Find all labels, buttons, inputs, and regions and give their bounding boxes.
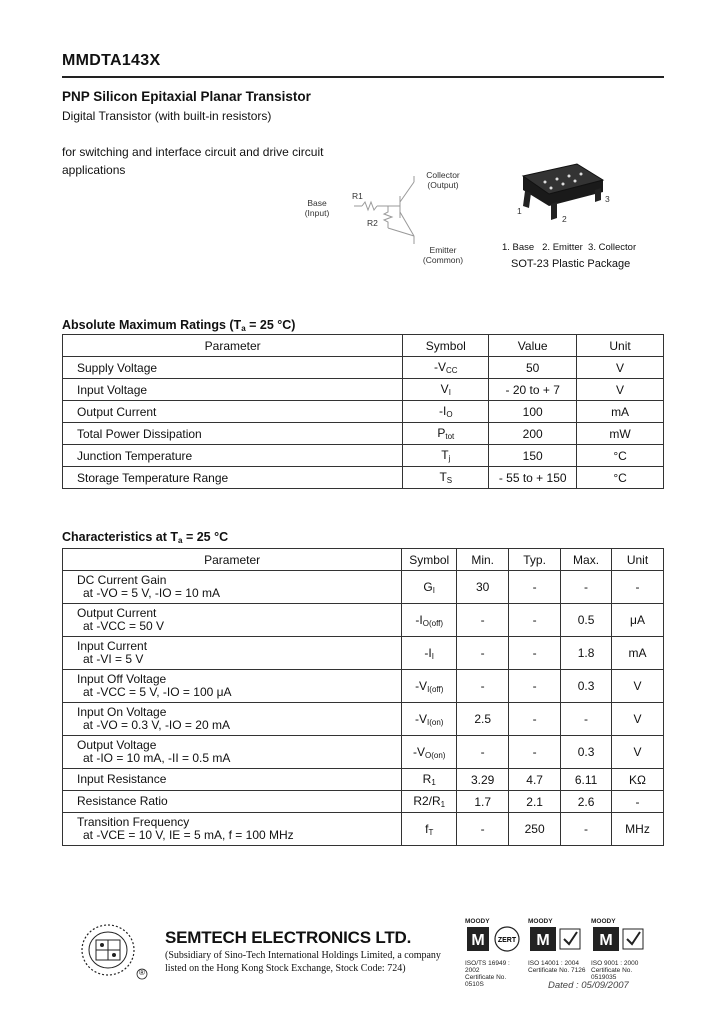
symbol-cell [402, 791, 457, 813]
header-cell: Symbol [402, 549, 457, 571]
cert2-caption: ISO 14001 : 2004 [528, 960, 579, 967]
unit-cell: °C [577, 467, 664, 489]
value-cell: - 55 to + 150 [489, 467, 577, 489]
parameter-name: Input Off Voltage [77, 672, 167, 686]
unit-cell: - [612, 571, 664, 604]
min-cell: - [457, 670, 509, 703]
test-condition: at -VO = 0.3 V, -IO = 20 mA [83, 718, 230, 732]
typ-cell: 4.7 [509, 769, 561, 791]
value-cell: 200 [489, 423, 577, 445]
abs-max-header-row [63, 335, 664, 357]
symbol-cell [403, 401, 489, 423]
symbol-cell [403, 467, 489, 489]
table-row [63, 604, 664, 637]
symbol-cell [402, 769, 457, 791]
symbol-text: G [423, 579, 433, 594]
unit-cell: mA [577, 401, 664, 423]
test-condition: at -VCC = 50 V [83, 619, 165, 633]
test-condition: at -VI = 5 V [83, 652, 144, 666]
symbol-cell [402, 670, 457, 703]
symbol-text: -V [414, 711, 427, 726]
table-row [63, 401, 664, 423]
table-row [63, 357, 664, 379]
max-cell: - [561, 813, 612, 846]
chars-header-row [63, 549, 664, 571]
company-name: SEMTECH ELECTRONICS LTD. [165, 928, 412, 947]
header-cell: Parameter [63, 335, 403, 357]
value-cell: 150 [489, 445, 577, 467]
symbol-text: -V [415, 678, 428, 693]
svg-text:ZERT: ZERT [497, 937, 517, 944]
symbol-subscript: 1 [440, 800, 446, 809]
emitter-label: Emitter [429, 245, 457, 255]
header-cell: Value [489, 335, 577, 357]
collector-note: (Output) [427, 180, 459, 190]
table-row [63, 445, 664, 467]
test-condition: at -VCE = 10 V, IE = 5 mA, f = 100 MHz [83, 828, 294, 842]
max-cell: 1.8 [561, 637, 612, 670]
application-line-1: for switching and interface circuit and drive circuit [62, 145, 324, 159]
type-line: Digital Transistor (with built-in resistors) [62, 109, 272, 123]
max-cell: - [561, 703, 612, 736]
abs-max-table [62, 334, 664, 489]
abs-max-title: Absolute Maximum Ratings ($T_a = 25$ °C) [62, 318, 296, 333]
typ-cell: - [509, 736, 561, 769]
symbol-text: f [425, 821, 429, 836]
value-cell: 100 [489, 401, 577, 423]
parameter-name: Resistance Ratio [77, 794, 168, 808]
r2-label: R2 [367, 218, 378, 228]
parameter-name: Output Voltage [77, 738, 157, 752]
typ-cell: 2.1 [509, 791, 561, 813]
symbol-cell [402, 813, 457, 846]
unit-cell: V [612, 670, 664, 703]
symbol-subscript: S [446, 476, 453, 485]
test-condition: at -VO = 5 V, -IO = 10 mA [83, 586, 220, 600]
emitter-note: (Common) [422, 255, 464, 265]
unit-cell: mA [612, 637, 664, 670]
parameter-cell [63, 736, 402, 769]
parameter-name: Input On Voltage [77, 705, 167, 719]
parameter-cell: Supply Voltage [63, 357, 403, 379]
value-cell: - 20 to + 7 [489, 379, 577, 401]
base-note: (Input) [304, 208, 330, 218]
parameter-name: Input Resistance [77, 772, 167, 786]
parameter-cell [63, 637, 402, 670]
table-row [63, 736, 664, 769]
header-cell: Symbol [403, 335, 489, 357]
min-cell: 3.29 [457, 769, 509, 791]
parameter-cell [63, 769, 402, 791]
product-subtitle: PNP Silicon Epitaxial Planar Transistor [62, 89, 311, 104]
dated-label: Dated : 05/09/2007 [548, 980, 629, 991]
circuit-diagram [300, 168, 470, 268]
unit-cell: °C [577, 445, 664, 467]
cert1-number: Certificate No. 0510S [465, 974, 507, 988]
package-name: SOT-23 Plastic Package [511, 258, 631, 270]
symbol-text: -I [415, 612, 423, 627]
moody-cert-badge-icon [528, 925, 588, 955]
symbol-subscript: O [446, 410, 453, 419]
moody-label: MOODY [591, 918, 616, 925]
company-listing-line: listed on the Hong Kong Stock Exchange, Stock Code: 724) [165, 963, 406, 974]
package-drawing [505, 158, 617, 226]
symbol-subscript: T [428, 827, 434, 837]
table-row [63, 769, 664, 791]
moody-cert-badge-icon [591, 925, 653, 955]
table-row [63, 670, 664, 703]
header-cell: Min. [457, 549, 509, 571]
table-row [63, 813, 664, 846]
moody-label: MOODY [465, 918, 490, 925]
registered-mark: ® [139, 968, 145, 977]
certificate-ts16949 [465, 918, 525, 988]
characteristics-title: Characteristics at $T_a = 25$ °C [62, 530, 229, 545]
typ-cell: - [509, 703, 561, 736]
collector-label: Collector [426, 170, 460, 180]
min-cell: 2.5 [457, 703, 509, 736]
header-cell: Parameter [63, 549, 402, 571]
symbol-text: -I [439, 404, 447, 418]
table-row [63, 379, 664, 401]
symbol-text: -V [434, 360, 447, 374]
parameter-cell [63, 813, 402, 846]
typ-cell: - [509, 637, 561, 670]
parameter-cell [63, 571, 402, 604]
unit-cell: V [612, 736, 664, 769]
min-cell: - [457, 604, 509, 637]
symbol-cell [403, 445, 489, 467]
typ-cell: - [509, 571, 561, 604]
unit-cell: μA [612, 604, 664, 637]
part-number: MMDTA143X [62, 52, 161, 69]
symbol-subscript: O(off) [422, 618, 444, 628]
min-cell: 30 [457, 571, 509, 604]
symbol-text: -I [424, 645, 432, 660]
table-row [63, 791, 664, 813]
symbol-text: R2/R [413, 794, 441, 808]
max-cell: - [561, 571, 612, 604]
parameter-cell: Input Voltage [63, 379, 403, 401]
parameter-name: Output Current [77, 606, 157, 620]
min-cell: 1.7 [457, 791, 509, 813]
parameter-cell: Total Power Dissipation [63, 423, 403, 445]
unit-cell: - [612, 791, 664, 813]
table-row [63, 703, 664, 736]
parameter-name: Transition Frequency [77, 815, 190, 829]
cert3-number: Certificate No. 0519035 [591, 967, 633, 981]
cert2-number: Certificate No. 7126 [528, 967, 586, 974]
parameter-name: DC Current Gain [77, 573, 167, 587]
test-condition: at -VCC = 5 V, -IO = 100 μA [83, 685, 232, 699]
max-cell: 6.11 [561, 769, 612, 791]
min-cell: - [457, 736, 509, 769]
max-cell: 0.5 [561, 604, 612, 637]
header-cell: Unit [612, 549, 664, 571]
parameter-cell: Output Current [63, 401, 403, 423]
min-cell: - [457, 813, 509, 846]
typ-cell: 250 [509, 813, 561, 846]
value-cell: 50 [489, 357, 577, 379]
unit-cell: mW [577, 423, 664, 445]
typ-cell: - [509, 670, 561, 703]
svg-text:M: M [471, 932, 485, 949]
min-cell: - [457, 637, 509, 670]
symbol-text: P [437, 426, 446, 440]
symbol-subscript: CC [446, 366, 458, 375]
certificate-iso14001 [528, 918, 588, 974]
symbol-text: T [441, 448, 449, 462]
header-cell: Unit [577, 335, 664, 357]
symbol-cell [403, 423, 489, 445]
symbol-cell [402, 604, 457, 637]
symbol-subscript: j [448, 454, 451, 463]
semtech-logo [76, 920, 150, 982]
base-label: Base [307, 198, 327, 208]
max-cell: 0.3 [561, 736, 612, 769]
typ-cell: - [509, 604, 561, 637]
svg-text:M: M [536, 932, 550, 949]
pin1-label: 1 [517, 206, 522, 216]
symbol-subscript: I(off) [427, 684, 444, 694]
pin3-label: 3 [605, 194, 610, 204]
package-pin-list: 1. Base 2. Emitter 3. Collector [502, 242, 637, 253]
symbol-subscript: 1 [431, 778, 436, 787]
symbol-subscript: I [431, 651, 434, 661]
unit-cell: V [577, 357, 664, 379]
parameter-cell: Storage Temperature Range [63, 467, 403, 489]
symbol-subscript: I(on) [426, 717, 444, 727]
parameter-cell [63, 703, 402, 736]
parameter-cell [63, 791, 402, 813]
unit-cell: KΩ [612, 769, 664, 791]
symbol-subscript: tot [445, 432, 455, 441]
parameter-cell [63, 604, 402, 637]
characteristics-table [62, 548, 664, 846]
symbol-text: T [439, 470, 447, 484]
header-cell: Typ. [509, 549, 561, 571]
moody-cert-badge-icon [465, 925, 525, 955]
symbol-cell [402, 571, 457, 604]
pin2-label: 2 [562, 214, 567, 224]
symbol-text: V [440, 382, 449, 396]
unit-cell: V [577, 379, 664, 401]
symbol-text: R [422, 772, 432, 786]
table-row [63, 637, 664, 670]
symbol-subscript: I [432, 585, 435, 595]
table-row [63, 571, 664, 604]
symbol-cell [402, 703, 457, 736]
svg-text:M: M [599, 932, 613, 949]
parameter-name: Input Current [77, 639, 148, 653]
unit-cell: MHz [612, 813, 664, 846]
symbol-cell [402, 736, 457, 769]
application-line-2: applications [62, 163, 126, 177]
table-row [63, 467, 664, 489]
symbol-cell [403, 357, 489, 379]
certificate-iso9001 [591, 918, 653, 981]
symbol-cell [403, 379, 489, 401]
parameter-cell [63, 670, 402, 703]
max-cell: 0.3 [561, 670, 612, 703]
table-row [63, 423, 664, 445]
moody-label: MOODY [528, 918, 553, 925]
company-subsidiary-line: (Subsidiary of Sino-Tech International Holdings Limited, a company [165, 950, 441, 961]
r1-label: R1 [352, 191, 363, 201]
test-condition: at -IO = 10 mA, -II = 0.5 mA [83, 751, 231, 765]
header-divider [62, 76, 664, 78]
max-cell: 2.6 [561, 791, 612, 813]
symbol-cell [402, 637, 457, 670]
symbol-subscript: O(on) [424, 750, 446, 760]
symbol-text: -V [412, 744, 425, 759]
header-cell: Max. [561, 549, 612, 571]
unit-cell: V [612, 703, 664, 736]
cert3-caption: ISO 9001 : 2000 [591, 960, 639, 967]
parameter-cell: Junction Temperature [63, 445, 403, 467]
symbol-subscript: I [448, 388, 451, 397]
cert1-caption: ISO/TS 16949 : 2002 [465, 960, 510, 974]
